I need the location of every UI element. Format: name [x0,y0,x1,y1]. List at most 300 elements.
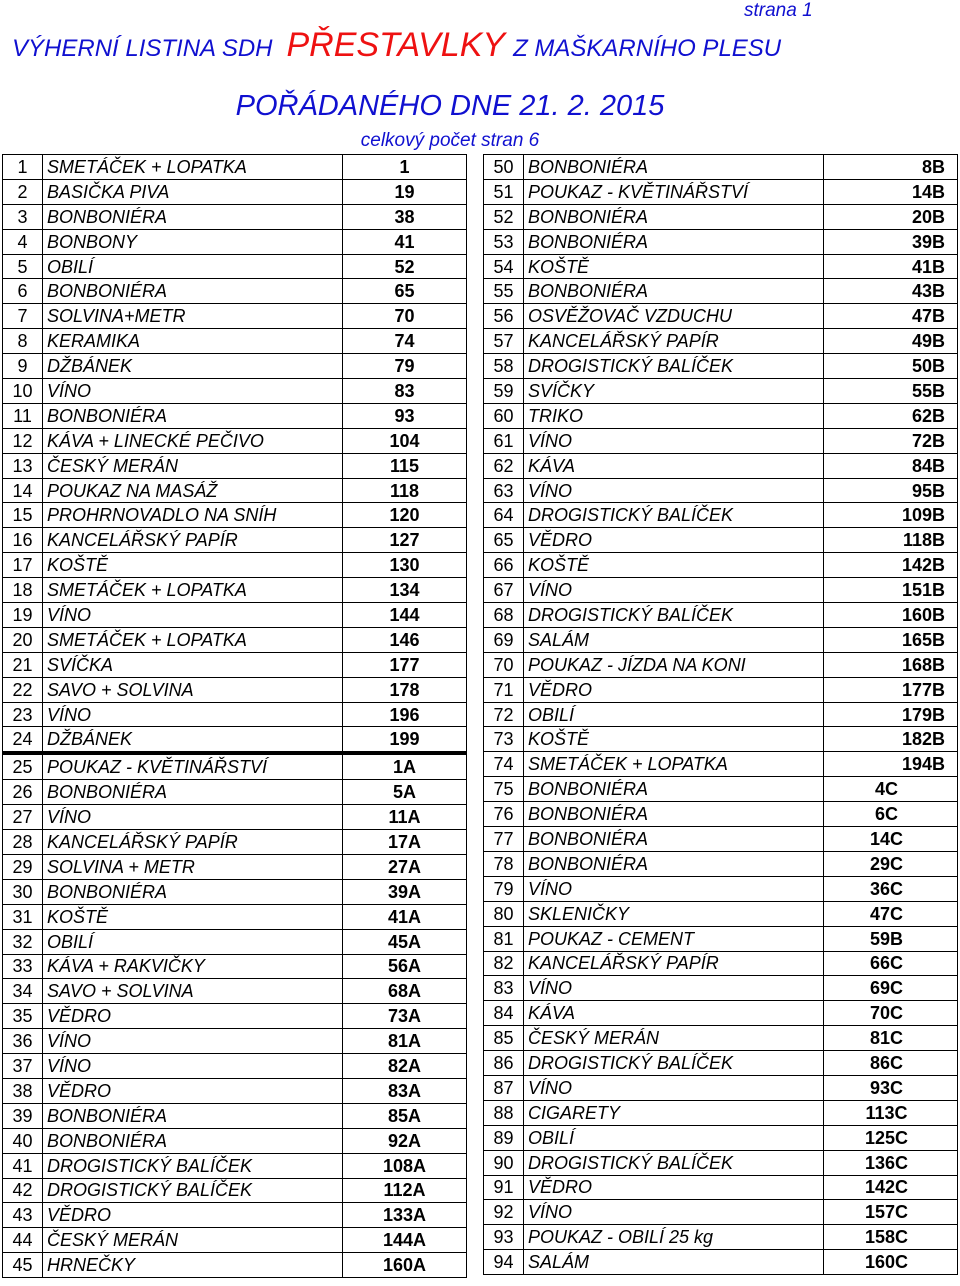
ticket-number: 52 [343,254,467,279]
table-row [3,204,467,229]
prize-number: 23 [3,702,43,727]
prize-number: 2 [3,179,43,204]
prize-number: 51 [484,179,524,204]
ticket-number: 177B [824,677,958,702]
prize-number: 71 [484,677,524,702]
title-part-3: Z MAŠKARNÍHO PLESU [513,35,782,62]
prize-name: SKLENIČKY [524,901,824,926]
prize-number: 79 [484,876,524,901]
prize-name: OBILÍ [43,254,343,279]
ticket-number: 108A [343,1153,467,1178]
prize-number: 33 [3,954,43,979]
ticket-number: 144 [343,603,467,628]
prize-name: BONBONIÉRA [524,155,824,180]
table-row [3,929,467,954]
prize-name: VÍNO [524,876,824,901]
prize-name: OBILÍ [524,702,824,727]
prize-name: KÁVA [524,1001,824,1026]
ticket-number: 72B [824,428,958,453]
page-number-label: strana 1 [744,0,813,21]
table-row [484,627,958,652]
ticket-number: 118B [824,528,958,553]
prize-number: 6 [3,279,43,304]
table-row [484,1175,958,1200]
prize-name: KOŠTĚ [43,553,343,578]
prize-number: 66 [484,553,524,578]
table-row [3,304,467,329]
ticket-number: 196 [343,702,467,727]
table-row [3,879,467,904]
ticket-number: 120 [343,503,467,528]
prize-name: SVÍČKY [524,379,824,404]
prize-number: 59 [484,379,524,404]
prize-number: 14 [3,478,43,503]
prize-name: BONBONIÉRA [524,204,824,229]
table-row [3,603,467,628]
prize-name: VĚDRO [524,677,824,702]
table-row [484,503,958,528]
prize-number: 29 [3,854,43,879]
prize-number: 73 [484,727,524,752]
prize-number: 60 [484,403,524,428]
prize-name: VÍNO [43,603,343,628]
prize-number: 5 [3,254,43,279]
prize-number: 55 [484,279,524,304]
table-row [484,827,958,852]
ticket-number: 70 [343,304,467,329]
prize-number: 39 [3,1103,43,1128]
table-row [3,830,467,855]
prize-number: 38 [3,1078,43,1103]
prize-number: 92 [484,1200,524,1225]
prize-name: POUKAZ - OBILÍ 25 kg [524,1225,824,1250]
prize-number: 15 [3,503,43,528]
prize-name: BONBONIÉRA [524,851,824,876]
prize-number: 22 [3,677,43,702]
prize-name: KANCELÁŘSKÝ PAPÍR [524,329,824,354]
table-row [484,329,958,354]
prize-number: 9 [3,354,43,379]
ticket-number: 144A [343,1228,467,1253]
prize-number: 26 [3,780,43,805]
prize-number: 65 [484,528,524,553]
table-row [484,1051,958,1076]
ticket-number: 39A [343,879,467,904]
ticket-number: 14C [824,827,958,852]
prize-name: KOŠTĚ [524,254,824,279]
ticket-number: 70C [824,1001,958,1026]
table-row [484,379,958,404]
prize-number: 30 [3,879,43,904]
prize-number: 27 [3,805,43,830]
prize-number: 89 [484,1125,524,1150]
ticket-number: 38 [343,204,467,229]
prize-name: SAVO + SOLVINA [43,979,343,1004]
prize-number: 25 [3,753,43,779]
prize-number: 1 [3,155,43,180]
ticket-number: 85A [343,1103,467,1128]
table-row [3,1178,467,1203]
table-row [484,951,958,976]
prize-name: BONBONIÉRA [524,827,824,852]
prize-number: 77 [484,827,524,852]
prize-name: KANCELÁŘSKÝ PAPÍR [43,830,343,855]
prize-number: 87 [484,1075,524,1100]
ticket-number: 142C [824,1175,958,1200]
prize-name: POUKAZ NA MASÁŽ [43,478,343,503]
prize-number: 86 [484,1051,524,1076]
ticket-number: 62B [824,403,958,428]
ticket-number: 27A [343,854,467,879]
prize-number: 80 [484,901,524,926]
prize-name: HRNEČKY [43,1253,343,1278]
table-row [3,753,467,779]
prize-name: BONBONIÉRA [43,780,343,805]
prize-name: KOŠTĚ [524,727,824,752]
prize-table-left [2,154,467,1278]
prize-number: 44 [3,1228,43,1253]
prize-name: KERAMIKA [43,329,343,354]
prize-name: DROGISTICKÝ BALÍČEK [43,1153,343,1178]
ticket-number: 178 [343,677,467,702]
prize-number: 17 [3,553,43,578]
prize-number: 69 [484,627,524,652]
table-row [484,1150,958,1175]
prize-name: POUKAZ - KVĚTINÁŘSTVÍ [43,753,343,779]
table-row [3,1054,467,1079]
prize-name: VĚDRO [524,528,824,553]
table-row [484,428,958,453]
table-row [484,727,958,752]
table-row [3,354,467,379]
table-row [3,1004,467,1029]
prize-name: CIGARETY [524,1100,824,1125]
prize-name: VÍNO [524,1075,824,1100]
ticket-number: 157C [824,1200,958,1225]
ticket-number: 177 [343,652,467,677]
table-row [484,1250,958,1275]
ticket-number: 146 [343,627,467,652]
table-row [484,926,958,951]
ticket-number: 160B [824,603,958,628]
table-row [484,179,958,204]
table-row [3,727,467,753]
prize-number: 88 [484,1100,524,1125]
table-row [3,578,467,603]
ticket-number: 5A [343,780,467,805]
prize-name: BONBONIÉRA [43,1128,343,1153]
prize-name: KÁVA + LINECKÉ PEČIVO [43,428,343,453]
ticket-number: 1 [343,155,467,180]
table-row [484,603,958,628]
table-row [484,652,958,677]
table-row [484,254,958,279]
table-row [484,453,958,478]
table-row [3,1103,467,1128]
ticket-number: 109B [824,503,958,528]
prize-number: 70 [484,652,524,677]
prize-name: BONBONIÉRA [43,879,343,904]
table-row [484,1100,958,1125]
table-row [3,428,467,453]
prize-number: 85 [484,1026,524,1051]
table-row [3,229,467,254]
prize-name: KANCELÁŘSKÝ PAPÍR [524,951,824,976]
ticket-number: 59B [824,926,958,951]
table-row [3,1029,467,1054]
prize-name: VÍNO [524,478,824,503]
table-row [484,976,958,1001]
ticket-number: 11A [343,805,467,830]
ticket-number: 81A [343,1029,467,1054]
table-row [484,354,958,379]
ticket-number: 43B [824,279,958,304]
prize-number: 18 [3,578,43,603]
table-row [484,1026,958,1051]
table-row [3,627,467,652]
ticket-number: 19 [343,179,467,204]
table-row [3,904,467,929]
prize-number: 63 [484,478,524,503]
prize-name: OBILÍ [524,1125,824,1150]
prize-number: 93 [484,1225,524,1250]
prize-name: VĚDRO [43,1078,343,1103]
prize-name: KÁVA [524,453,824,478]
prize-number: 74 [484,752,524,777]
document-subtitle: POŘÁDANÉHO DNE 21. 2. 2015 [235,90,665,122]
ticket-number: 113C [824,1100,958,1125]
prize-name: VĚDRO [43,1203,343,1228]
ticket-number: 45A [343,929,467,954]
prize-number: 7 [3,304,43,329]
prize-number: 53 [484,229,524,254]
table-row [3,155,467,180]
ticket-number: 160C [824,1250,958,1275]
table-row [484,876,958,901]
prize-name: ČESKÝ MERÁN [524,1026,824,1051]
ticket-number: 136C [824,1150,958,1175]
prize-name: SALÁM [524,1250,824,1275]
table-row [484,204,958,229]
prize-name: BONBONIÉRA [43,279,343,304]
document-title [12,26,952,65]
ticket-number: 20B [824,204,958,229]
prize-number: 13 [3,453,43,478]
prize-number: 84 [484,1001,524,1026]
prize-number: 11 [3,403,43,428]
table-row [3,553,467,578]
ticket-number: 41A [343,904,467,929]
prize-name: DŽBÁNEK [43,727,343,753]
prize-number: 10 [3,379,43,404]
prize-number: 56 [484,304,524,329]
prize-name: BONBONY [43,229,343,254]
prize-number: 20 [3,627,43,652]
table-row [484,851,958,876]
prize-name: VÍNO [43,379,343,404]
prize-name: SAVO + SOLVINA [43,677,343,702]
table-row [3,1078,467,1103]
ticket-number: 95B [824,478,958,503]
prize-name: VĚDRO [524,1175,824,1200]
table-row [3,179,467,204]
prize-number: 34 [3,979,43,1004]
prize-name: DŽBÁNEK [43,354,343,379]
ticket-number: 199 [343,727,467,753]
table-row [484,528,958,553]
prize-name: VÍNO [524,1200,824,1225]
prize-name: BASIČKA PIVA [43,179,343,204]
ticket-number: 56A [343,954,467,979]
ticket-number: 73A [343,1004,467,1029]
prize-name: VÍNO [524,976,824,1001]
table-row [3,954,467,979]
prize-name: SMETÁČEK + LOPATKA [43,578,343,603]
prize-number: 28 [3,830,43,855]
table-row [484,752,958,777]
table-row [3,254,467,279]
prize-name: VĚDRO [43,1004,343,1029]
prize-number: 4 [3,229,43,254]
prize-number: 82 [484,951,524,976]
prize-name: DROGISTICKÝ BALÍČEK [524,1051,824,1076]
table-row [484,553,958,578]
prize-number: 90 [484,1150,524,1175]
ticket-number: 74 [343,329,467,354]
prize-name: VÍNO [524,578,824,603]
table-row [484,478,958,503]
title-part-1: VÝHERNÍ LISTINA SDH [12,35,273,62]
prize-name: POUKAZ - CEMENT [524,926,824,951]
prize-name: SVÍČKA [43,652,343,677]
prize-name: BONBONIÉRA [524,229,824,254]
prize-number: 81 [484,926,524,951]
table-row [3,652,467,677]
table-row [484,702,958,727]
ticket-number: 36C [824,876,958,901]
prize-name: KANCELÁŘSKÝ PAPÍR [43,528,343,553]
ticket-number: 55B [824,379,958,404]
table-row [3,503,467,528]
ticket-number: 68A [343,979,467,1004]
prize-number: 3 [3,204,43,229]
ticket-number: 194B [824,752,958,777]
ticket-number: 93 [343,403,467,428]
prize-name: SMETÁČEK + LOPATKA [43,155,343,180]
prize-number: 36 [3,1029,43,1054]
prize-number: 78 [484,851,524,876]
prize-name: ČESKÝ MERÁN [43,1228,343,1253]
table-row [3,403,467,428]
table-row [484,279,958,304]
ticket-number: 84B [824,453,958,478]
prize-name: ČESKÝ MERÁN [43,453,343,478]
prize-number: 35 [3,1004,43,1029]
table-row [3,979,467,1004]
table-row [484,901,958,926]
prize-number: 54 [484,254,524,279]
ticket-number: 41B [824,254,958,279]
table-row [3,1228,467,1253]
prize-name: VÍNO [43,1054,343,1079]
table-row [3,805,467,830]
ticket-number: 47C [824,901,958,926]
ticket-number: 69C [824,976,958,1001]
ticket-number: 130 [343,553,467,578]
prize-name: DROGISTICKÝ BALÍČEK [524,503,824,528]
prize-name: OSVĚŽOVAČ VZDUCHU [524,304,824,329]
prize-number: 64 [484,503,524,528]
ticket-number: 93C [824,1075,958,1100]
prize-number: 19 [3,603,43,628]
ticket-number: 47B [824,304,958,329]
prize-number: 32 [3,929,43,954]
table-row [3,702,467,727]
ticket-number: 79 [343,354,467,379]
ticket-number: 179B [824,702,958,727]
prize-name: VÍNO [43,805,343,830]
prize-name: KOŠTĚ [43,904,343,929]
table-row [484,403,958,428]
ticket-number: 127 [343,528,467,553]
ticket-number: 1A [343,753,467,779]
ticket-number: 165B [824,627,958,652]
ticket-number: 49B [824,329,958,354]
prize-name: BONBONIÉRA [43,403,343,428]
ticket-number: 8B [824,155,958,180]
prize-name: DROGISTICKÝ BALÍČEK [524,354,824,379]
total-pages-label: celkový počet stran 6 [360,130,540,151]
ticket-number: 6C [824,802,958,827]
prize-number: 41 [3,1153,43,1178]
ticket-number: 66C [824,951,958,976]
table-row [484,578,958,603]
prize-number: 91 [484,1175,524,1200]
ticket-number: 50B [824,354,958,379]
table-row [484,802,958,827]
ticket-number: 115 [343,453,467,478]
prize-name: SOLVINA+METR [43,304,343,329]
prize-name: TRIKO [524,403,824,428]
table-row [3,780,467,805]
prize-number: 40 [3,1128,43,1153]
ticket-number: 125C [824,1125,958,1150]
table-row [3,854,467,879]
prize-number: 21 [3,652,43,677]
prize-number: 58 [484,354,524,379]
prize-name: DROGISTICKÝ BALÍČEK [43,1178,343,1203]
prize-number: 8 [3,329,43,354]
table-row [484,1125,958,1150]
prize-name: KÁVA + RAKVIČKY [43,954,343,979]
table-row [3,279,467,304]
prize-name: SMETÁČEK + LOPATKA [524,752,824,777]
table-row [3,1128,467,1153]
ticket-number: 83A [343,1078,467,1103]
prize-number: 43 [3,1203,43,1228]
prize-name: PROHRNOVADLO NA SNÍH [43,503,343,528]
prize-number: 76 [484,802,524,827]
ticket-number: 92A [343,1128,467,1153]
table-row [484,1075,958,1100]
table-row [3,1253,467,1278]
prize-name: DROGISTICKÝ BALÍČEK [524,603,824,628]
prize-number: 61 [484,428,524,453]
ticket-number: 29C [824,851,958,876]
prize-name: OBILÍ [43,929,343,954]
ticket-number: 182B [824,727,958,752]
prize-name: SMETÁČEK + LOPATKA [43,627,343,652]
